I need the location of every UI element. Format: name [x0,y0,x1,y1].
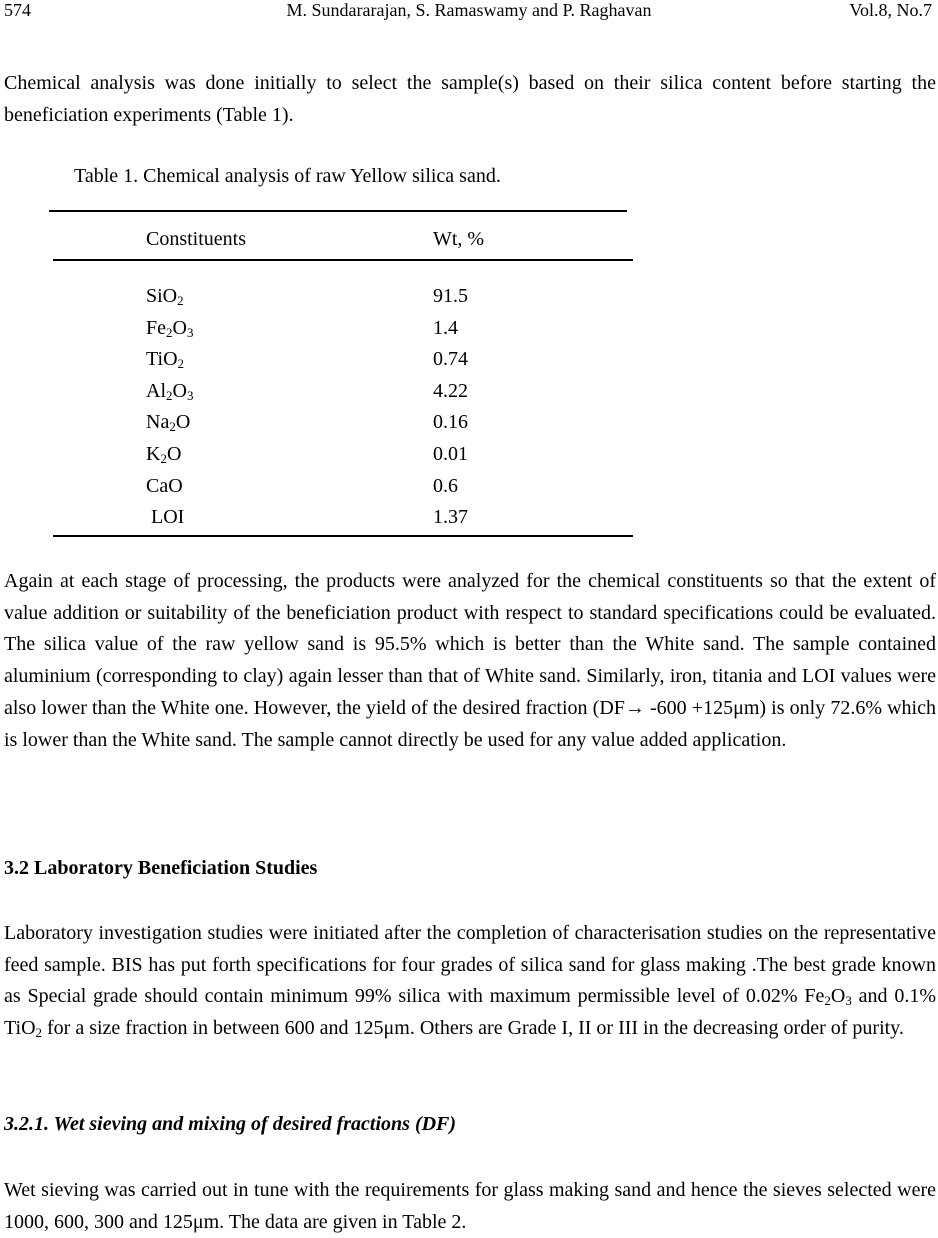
wt-column [433,281,468,534]
subsection-heading: 3.2.1. Wet sieving and mixing of desired fractions (DF) [4,1113,457,1135]
table-value: 1.4 [433,316,458,339]
table-header-rule [53,259,633,261]
constituents-column [146,281,193,534]
results-paragraph: Again at each stage of processing, the products were analyzed for the chemical constituents so that the extent of value addition or suitability of the beneficiation product with respect to standard specifications could be evaluated. The silica value of the raw yellow sand is 95.5% which is better than the White sand. The sample contained aluminium (corresponding to clay) again lesser than that of White sand. Similarly, iron, titania and LOI values were also lower than the White one. However, the yield of the desired fraction (DF→ -600 +125μm) is only 72.6% which is lower than the White sand. The sample cannot directly be used for any value added application. [4,570,936,751]
section-heading: 3.2 Laboratory Beneficiation Studies [4,857,318,879]
header-volume: Vol.8, No.7 [849,0,932,20]
table-value: 0.16 [433,411,468,434]
arrow-icon: → [624,696,645,719]
intro-paragraph: Chemical analysis was done initially to select the sample(s) based on their silica content before starting the beneficiation experiments (Table 1). [4,72,936,126]
table-row: $Al_2O_3$ [146,379,194,403]
beneficiation-paragraph: Laboratory investigation studies were initiated after the completion of characterisation studies on the representative feed sample. BIS has put forth specifications for four grades of silica sand for glass making .The best grade known as Special grade should contain minimum 99% silica with maximum permissible level of 0.02% $Fe_2O_3$ and 0.1% TiO$_2$ for a size fraction in between 600 and 125μm. Others are Grade I, II or III in the decreasing order of purity. [4,922,936,1041]
table-row: TiO$_2$ [146,348,185,372]
header-authors: M. Sundararajan, S. Ramaswamy and P. Raghavan [286,0,652,20]
table-value: 91.5 [433,285,468,307]
table-row: $K_2O$ [146,442,182,466]
table-value: 0.74 [433,348,468,371]
table-caption: Table 1. Chemical analysis of raw Yellow silica sand. [74,165,501,187]
table-value: 0.6 [433,474,458,497]
table-value: 1.37 [433,506,468,529]
table-row: CaO [146,474,183,497]
table-row: LOI [146,506,185,529]
table-row: $Fe_2O_3$ [146,316,194,340]
table-bottom-rule [53,535,633,537]
column-header-constituents: Constituents [146,228,247,250]
running-header [0,0,938,26]
table-top-rule [49,210,627,212]
table-row: SiO$_2$ [146,285,184,308]
table-row: $Na_2O$ [146,411,191,435]
sieving-paragraph: Wet sieving was carried out in tune with the requirements for glass making sand and hence the sieves selected were 1000, 600, 300 and 125μm. The data are given in Table 2. [4,1179,936,1233]
table-value: 0.01 [433,442,468,465]
page-number: 574 [4,0,31,20]
column-header-wt: Wt, % [433,228,485,250]
table-value: 4.22 [433,379,468,402]
